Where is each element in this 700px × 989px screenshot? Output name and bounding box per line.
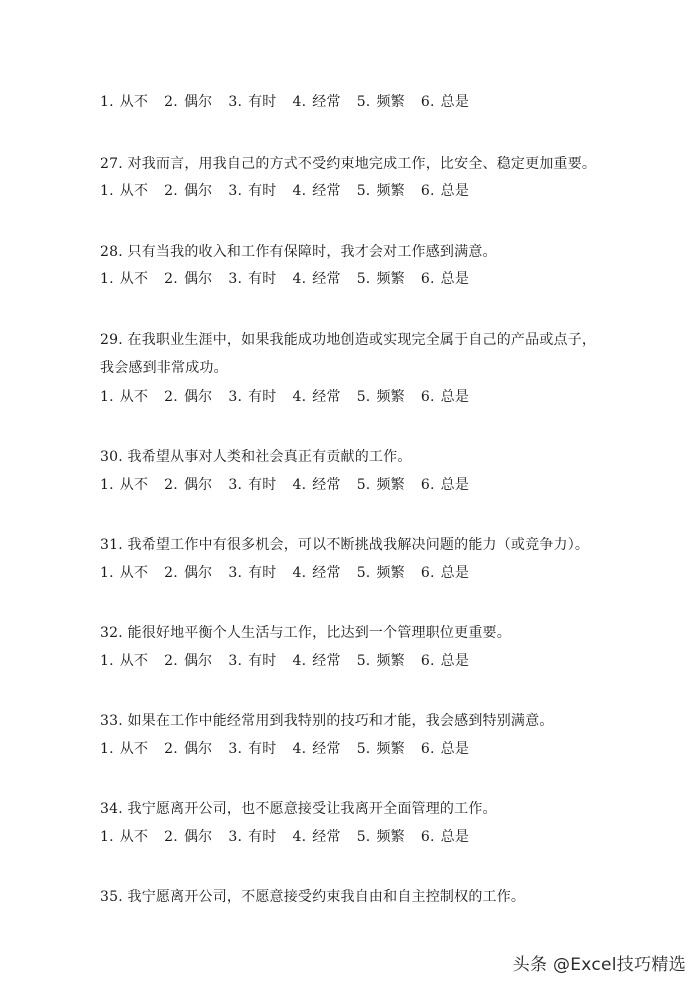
source-watermark: 头条 @Excel技巧精选 xyxy=(512,955,686,975)
answer-option xyxy=(421,476,469,494)
question-28: 28. 只有当我的收入和工作有保障时，我才会对工作感到满意。 xyxy=(100,244,497,260)
answer-option-number: 1. xyxy=(100,829,114,845)
answer-option xyxy=(421,828,469,846)
answer-option xyxy=(357,740,405,758)
answer-option xyxy=(421,270,469,288)
answer-option-label: 偶尔 xyxy=(183,565,213,581)
answer-option-label: 总是 xyxy=(440,741,470,757)
answer-option-number: 2. xyxy=(164,94,178,110)
answer-option xyxy=(100,270,148,288)
answer-option-number: 1. xyxy=(100,271,114,287)
answer-option-number: 3. xyxy=(228,271,243,287)
answer-option-number: 1. xyxy=(100,183,114,199)
answer-option xyxy=(293,652,341,670)
answer-option-number: 4. xyxy=(292,271,307,287)
answer-option-label: 偶尔 xyxy=(183,389,213,405)
question-29-line-1: 29. 在我职业生涯中，如果我能成功地创造或实现完全属于自己的产品或点子， xyxy=(100,332,597,348)
answer-option-label: 偶尔 xyxy=(183,477,213,493)
answer-option xyxy=(421,564,469,582)
answer-option-number: 1. xyxy=(100,565,114,581)
answer-option-number: 4. xyxy=(292,653,307,669)
answer-option-label: 频繁 xyxy=(376,94,405,110)
answer-option-number: 2. xyxy=(164,565,178,581)
answer-option xyxy=(421,182,469,200)
answer-option-number: 5. xyxy=(356,94,371,110)
answer-option-number: 5. xyxy=(356,565,371,581)
answer-option-label: 从不 xyxy=(119,94,149,110)
answer-option-label: 频繁 xyxy=(376,477,405,493)
answer-option xyxy=(357,828,405,846)
answer-option xyxy=(228,476,276,494)
answer-option-number: 3. xyxy=(228,741,243,757)
answer-option-number: 4. xyxy=(292,741,307,757)
answer-option xyxy=(293,270,341,288)
answer-option xyxy=(164,270,212,288)
answer-option xyxy=(293,564,341,582)
answer-option-number: 3. xyxy=(228,829,243,845)
answer-option-number: 2. xyxy=(164,389,178,405)
answer-option-number: 5. xyxy=(356,389,371,405)
answer-option-label: 从不 xyxy=(119,653,149,669)
answer-option xyxy=(421,740,469,758)
answer-options-q31 xyxy=(100,564,485,582)
answer-option-label: 频繁 xyxy=(376,653,405,669)
answer-option xyxy=(164,93,212,111)
answer-option-number: 5. xyxy=(356,653,371,669)
answer-option xyxy=(293,93,341,111)
answer-option xyxy=(100,93,148,111)
answer-option xyxy=(100,388,148,406)
answer-option-number: 4. xyxy=(292,389,307,405)
answer-option xyxy=(164,652,212,670)
answer-option-label: 经常 xyxy=(312,271,341,287)
answer-option xyxy=(164,740,212,758)
answer-option-label: 从不 xyxy=(119,271,149,287)
answer-option-label: 有时 xyxy=(248,477,277,493)
answer-option-label: 从不 xyxy=(119,829,149,845)
answer-option xyxy=(421,652,469,670)
answer-option-number: 6. xyxy=(420,271,435,287)
answer-option-number: 1. xyxy=(100,653,114,669)
answer-option-number: 6. xyxy=(420,653,435,669)
answer-option-label: 偶尔 xyxy=(183,271,213,287)
answer-option-label: 偶尔 xyxy=(183,653,213,669)
answer-option-label: 总是 xyxy=(440,271,470,287)
answer-option-label: 有时 xyxy=(248,183,277,199)
answer-option-label: 偶尔 xyxy=(183,94,213,110)
answer-option-number: 6. xyxy=(420,829,435,845)
answer-options-q33 xyxy=(100,740,485,758)
answer-option xyxy=(100,652,148,670)
answer-option xyxy=(164,476,212,494)
answer-option-label: 从不 xyxy=(119,183,149,199)
answer-option xyxy=(164,182,212,200)
answer-option xyxy=(100,828,148,846)
answer-option-number: 2. xyxy=(164,271,178,287)
question-29-line-2: 我会感到非常成功。 xyxy=(100,360,228,376)
answer-option-number: 3. xyxy=(228,389,243,405)
answer-option-label: 频繁 xyxy=(376,271,405,287)
answer-option-label: 有时 xyxy=(248,94,277,110)
answer-option xyxy=(357,564,405,582)
answer-option-number: 1. xyxy=(100,94,114,110)
answer-option xyxy=(228,388,276,406)
answer-options-q32 xyxy=(100,652,485,670)
answer-option-number: 5. xyxy=(356,829,371,845)
answer-option-number: 4. xyxy=(292,565,307,581)
answer-option-label: 经常 xyxy=(312,653,341,669)
question-34: 34. 我宁愿离开公司，也不愿意接受让我离开全面管理的工作。 xyxy=(100,801,497,817)
answer-option xyxy=(100,182,148,200)
answer-option-label: 总是 xyxy=(440,94,470,110)
answer-option-label: 总是 xyxy=(440,477,470,493)
answer-option-label: 经常 xyxy=(312,477,341,493)
answer-option-number: 5. xyxy=(356,477,371,493)
answer-option-label: 频繁 xyxy=(376,183,405,199)
answer-option-label: 从不 xyxy=(119,477,149,493)
answer-option-number: 4. xyxy=(292,477,307,493)
answer-option-number: 3. xyxy=(228,477,243,493)
answer-option-number: 3. xyxy=(228,565,243,581)
answer-option-number: 2. xyxy=(164,653,178,669)
answer-options-q28 xyxy=(100,270,485,288)
answer-option-label: 总是 xyxy=(440,829,470,845)
question-30: 30. 我希望从事对人类和社会真正有贡献的工作。 xyxy=(100,449,412,465)
answer-option xyxy=(293,388,341,406)
question-32: 32. 能很好地平衡个人生活与工作，比达到一个管理职位更重要。 xyxy=(100,625,511,641)
answer-option-label: 经常 xyxy=(312,94,341,110)
answer-option-number: 5. xyxy=(356,741,371,757)
answer-options-q26 xyxy=(100,93,485,111)
answer-option xyxy=(228,740,276,758)
answer-option-number: 6. xyxy=(420,389,435,405)
answer-option xyxy=(293,182,341,200)
answer-option xyxy=(228,564,276,582)
answer-option xyxy=(421,93,469,111)
answer-option-label: 偶尔 xyxy=(183,183,213,199)
answer-option-number: 2. xyxy=(164,741,178,757)
answer-option-label: 频繁 xyxy=(376,741,405,757)
answer-option xyxy=(228,182,276,200)
answer-option xyxy=(357,270,405,288)
answer-option xyxy=(357,476,405,494)
answer-option xyxy=(228,93,276,111)
answer-option-label: 总是 xyxy=(440,389,470,405)
answer-option-number: 4. xyxy=(292,183,307,199)
answer-option-number: 1. xyxy=(100,741,114,757)
answer-options-q30 xyxy=(100,476,485,494)
answer-option-label: 从不 xyxy=(119,741,149,757)
answer-option-number: 2. xyxy=(164,829,178,845)
answer-option-number: 6. xyxy=(420,94,435,110)
answer-option xyxy=(357,93,405,111)
question-31: 31. 我希望工作中有很多机会，可以不断挑战我解决问题的能力（或竞争力）。 xyxy=(100,537,590,553)
answer-option-label: 从不 xyxy=(119,565,149,581)
answer-option xyxy=(164,828,212,846)
answer-option-label: 经常 xyxy=(312,183,341,199)
answer-option-label: 有时 xyxy=(248,653,277,669)
question-33: 33. 如果在工作中能经常用到我特别的技巧和才能，我会感到特别满意。 xyxy=(100,713,554,729)
answer-option xyxy=(421,388,469,406)
answer-option-number: 2. xyxy=(164,477,178,493)
answer-option-number: 2. xyxy=(164,183,178,199)
answer-option-number: 4. xyxy=(292,829,307,845)
answer-option-number: 5. xyxy=(356,183,371,199)
answer-option xyxy=(293,740,341,758)
answer-option-label: 经常 xyxy=(312,389,341,405)
answer-option xyxy=(293,828,341,846)
answer-option-label: 经常 xyxy=(312,565,341,581)
answer-option-label: 总是 xyxy=(440,183,470,199)
answer-option-label: 经常 xyxy=(312,741,341,757)
answer-option xyxy=(228,652,276,670)
answer-option-label: 有时 xyxy=(248,565,277,581)
answer-option xyxy=(228,828,276,846)
answer-option-label: 有时 xyxy=(248,741,277,757)
answer-options-q29 xyxy=(100,388,485,406)
answer-option-number: 1. xyxy=(100,477,114,493)
answer-option xyxy=(164,388,212,406)
answer-option-label: 总是 xyxy=(440,565,470,581)
answer-option xyxy=(228,270,276,288)
answer-option-number: 3. xyxy=(228,653,243,669)
answer-option-number: 6. xyxy=(420,477,435,493)
answer-option-number: 5. xyxy=(356,271,371,287)
answer-option xyxy=(100,740,148,758)
answer-option xyxy=(100,476,148,494)
answer-option-number: 3. xyxy=(228,94,243,110)
answer-option-label: 总是 xyxy=(440,653,470,669)
answer-option-label: 频繁 xyxy=(376,389,405,405)
answer-option-label: 有时 xyxy=(248,389,277,405)
answer-option xyxy=(293,476,341,494)
answer-option-label: 从不 xyxy=(119,389,149,405)
answer-option xyxy=(357,652,405,670)
answer-option-number: 1. xyxy=(100,389,114,405)
question-27: 27. 对我而言，用我自己的方式不受约束地完成工作，比安全、稳定更加重要。 xyxy=(100,156,597,172)
answer-option-label: 频繁 xyxy=(376,565,405,581)
answer-option-label: 有时 xyxy=(248,829,277,845)
answer-option-label: 偶尔 xyxy=(183,741,213,757)
answer-options-q27 xyxy=(100,182,485,200)
answer-option-number: 6. xyxy=(420,183,435,199)
answer-options-q34 xyxy=(100,828,485,846)
answer-option-label: 频繁 xyxy=(376,829,405,845)
answer-option-label: 偶尔 xyxy=(183,829,213,845)
answer-option-number: 3. xyxy=(228,183,243,199)
answer-option-number: 6. xyxy=(420,565,435,581)
answer-option xyxy=(357,388,405,406)
question-35: 35. 我宁愿离开公司，不愿意接受约束我自由和自主控制权的工作。 xyxy=(100,889,526,905)
answer-option xyxy=(100,564,148,582)
answer-option xyxy=(164,564,212,582)
answer-option-number: 4. xyxy=(292,94,307,110)
answer-option-number: 6. xyxy=(420,741,435,757)
answer-option-label: 有时 xyxy=(248,271,277,287)
answer-option xyxy=(357,182,405,200)
answer-option-label: 经常 xyxy=(312,829,341,845)
